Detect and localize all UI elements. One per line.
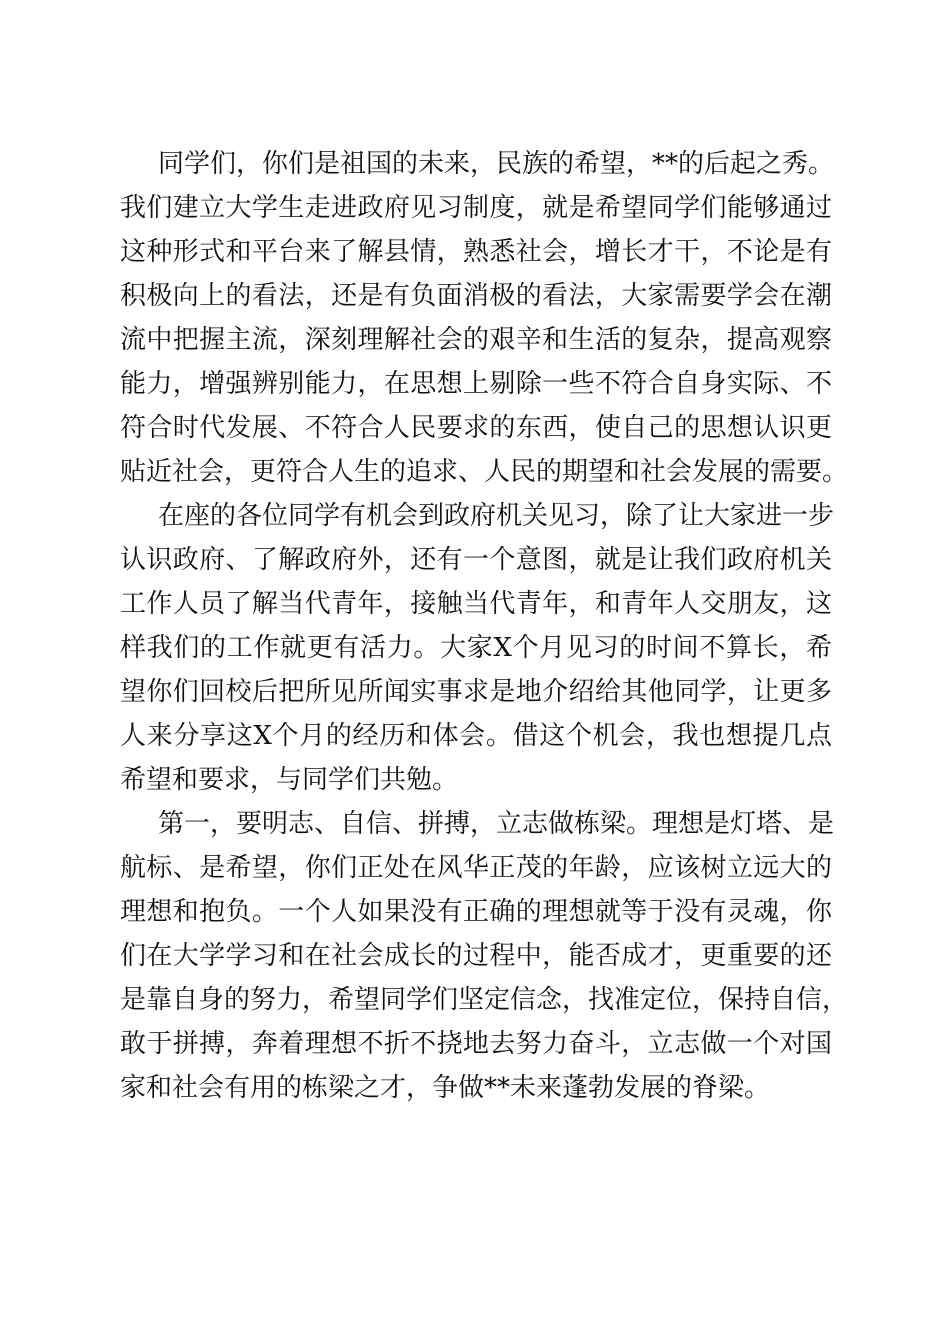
text-line: 符合时代发展、不符合人民要求的东西，使自己的思想认识更 xyxy=(120,413,832,443)
text-line: 理想和抱负。一个人如果没有正确的理想就等于没有灵魂，你 xyxy=(120,897,832,927)
document-body xyxy=(120,142,849,1110)
text-line: 望你们回校后把所见所闻实事求是地介绍给其他同学，让更多 xyxy=(120,677,832,707)
text-line: 能力，增强辨别能力，在思想上剔除一些不符合自身实际、不 xyxy=(120,369,832,399)
text-line: 们在大学学习和在社会成长的过程中，能否成才，更重要的还 xyxy=(120,941,832,971)
text-line: 航标、是希望，你们正处在风华正茂的年龄，应该树立远大的 xyxy=(120,853,832,883)
text-line: 希望和要求，与同学们共勉。 xyxy=(120,765,459,795)
text-line: 工作人员了解当代青年，接触当代青年，和青年人交朋友，这 xyxy=(120,589,832,619)
text-line: 敢于拼搏，奔着理想不折不挠地去努力奋斗，立志做一个对国 xyxy=(120,1029,832,1059)
text-line: 同学们，你们是祖国的未来，民族的希望，**的后起之秀。 xyxy=(158,149,835,179)
text-line: 我们建立大学生走进政府见习制度，就是希望同学们能够通过 xyxy=(120,193,832,223)
paragraph-1 xyxy=(120,142,849,494)
text-line: 认识政府、了解政府外，还有一个意图，就是让我们政府机关 xyxy=(120,545,832,575)
paragraph-3 xyxy=(120,802,849,1110)
text-line: 这种形式和平台来了解县情，熟悉社会，增长才干，不论是有 xyxy=(120,237,832,267)
text-line: 是靠自身的努力，希望同学们坚定信念，找准定位，保持自信， xyxy=(120,985,849,1015)
text-line: 流中把握主流，深刻理解社会的艰辛和生活的复杂，提高观察 xyxy=(120,325,832,355)
text-line: 积极向上的看法，还是有负面消极的看法，大家需要学会在潮 xyxy=(120,281,832,311)
text-line: 样我们的工作就更有活力。大家X个月见习的时间不算长，希 xyxy=(120,633,832,663)
text-line: 第一，要明志、自信、拼搏，立志做栋梁。理想是灯塔、是 xyxy=(158,809,835,839)
paragraph-2 xyxy=(120,494,835,802)
text-line: 家和社会有用的栋梁之才，争做**未来蓬勃发展的脊梁。 xyxy=(120,1073,771,1103)
text-line: 人来分享这X个月的经历和体会。借这个机会，我也想提几点 xyxy=(120,721,832,751)
text-line: 在座的各位同学有机会到政府机关见习，除了让大家进一步 xyxy=(158,501,835,531)
text-line: 贴近社会，更符合人生的追求、人民的期望和社会发展的需要。 xyxy=(120,457,849,487)
